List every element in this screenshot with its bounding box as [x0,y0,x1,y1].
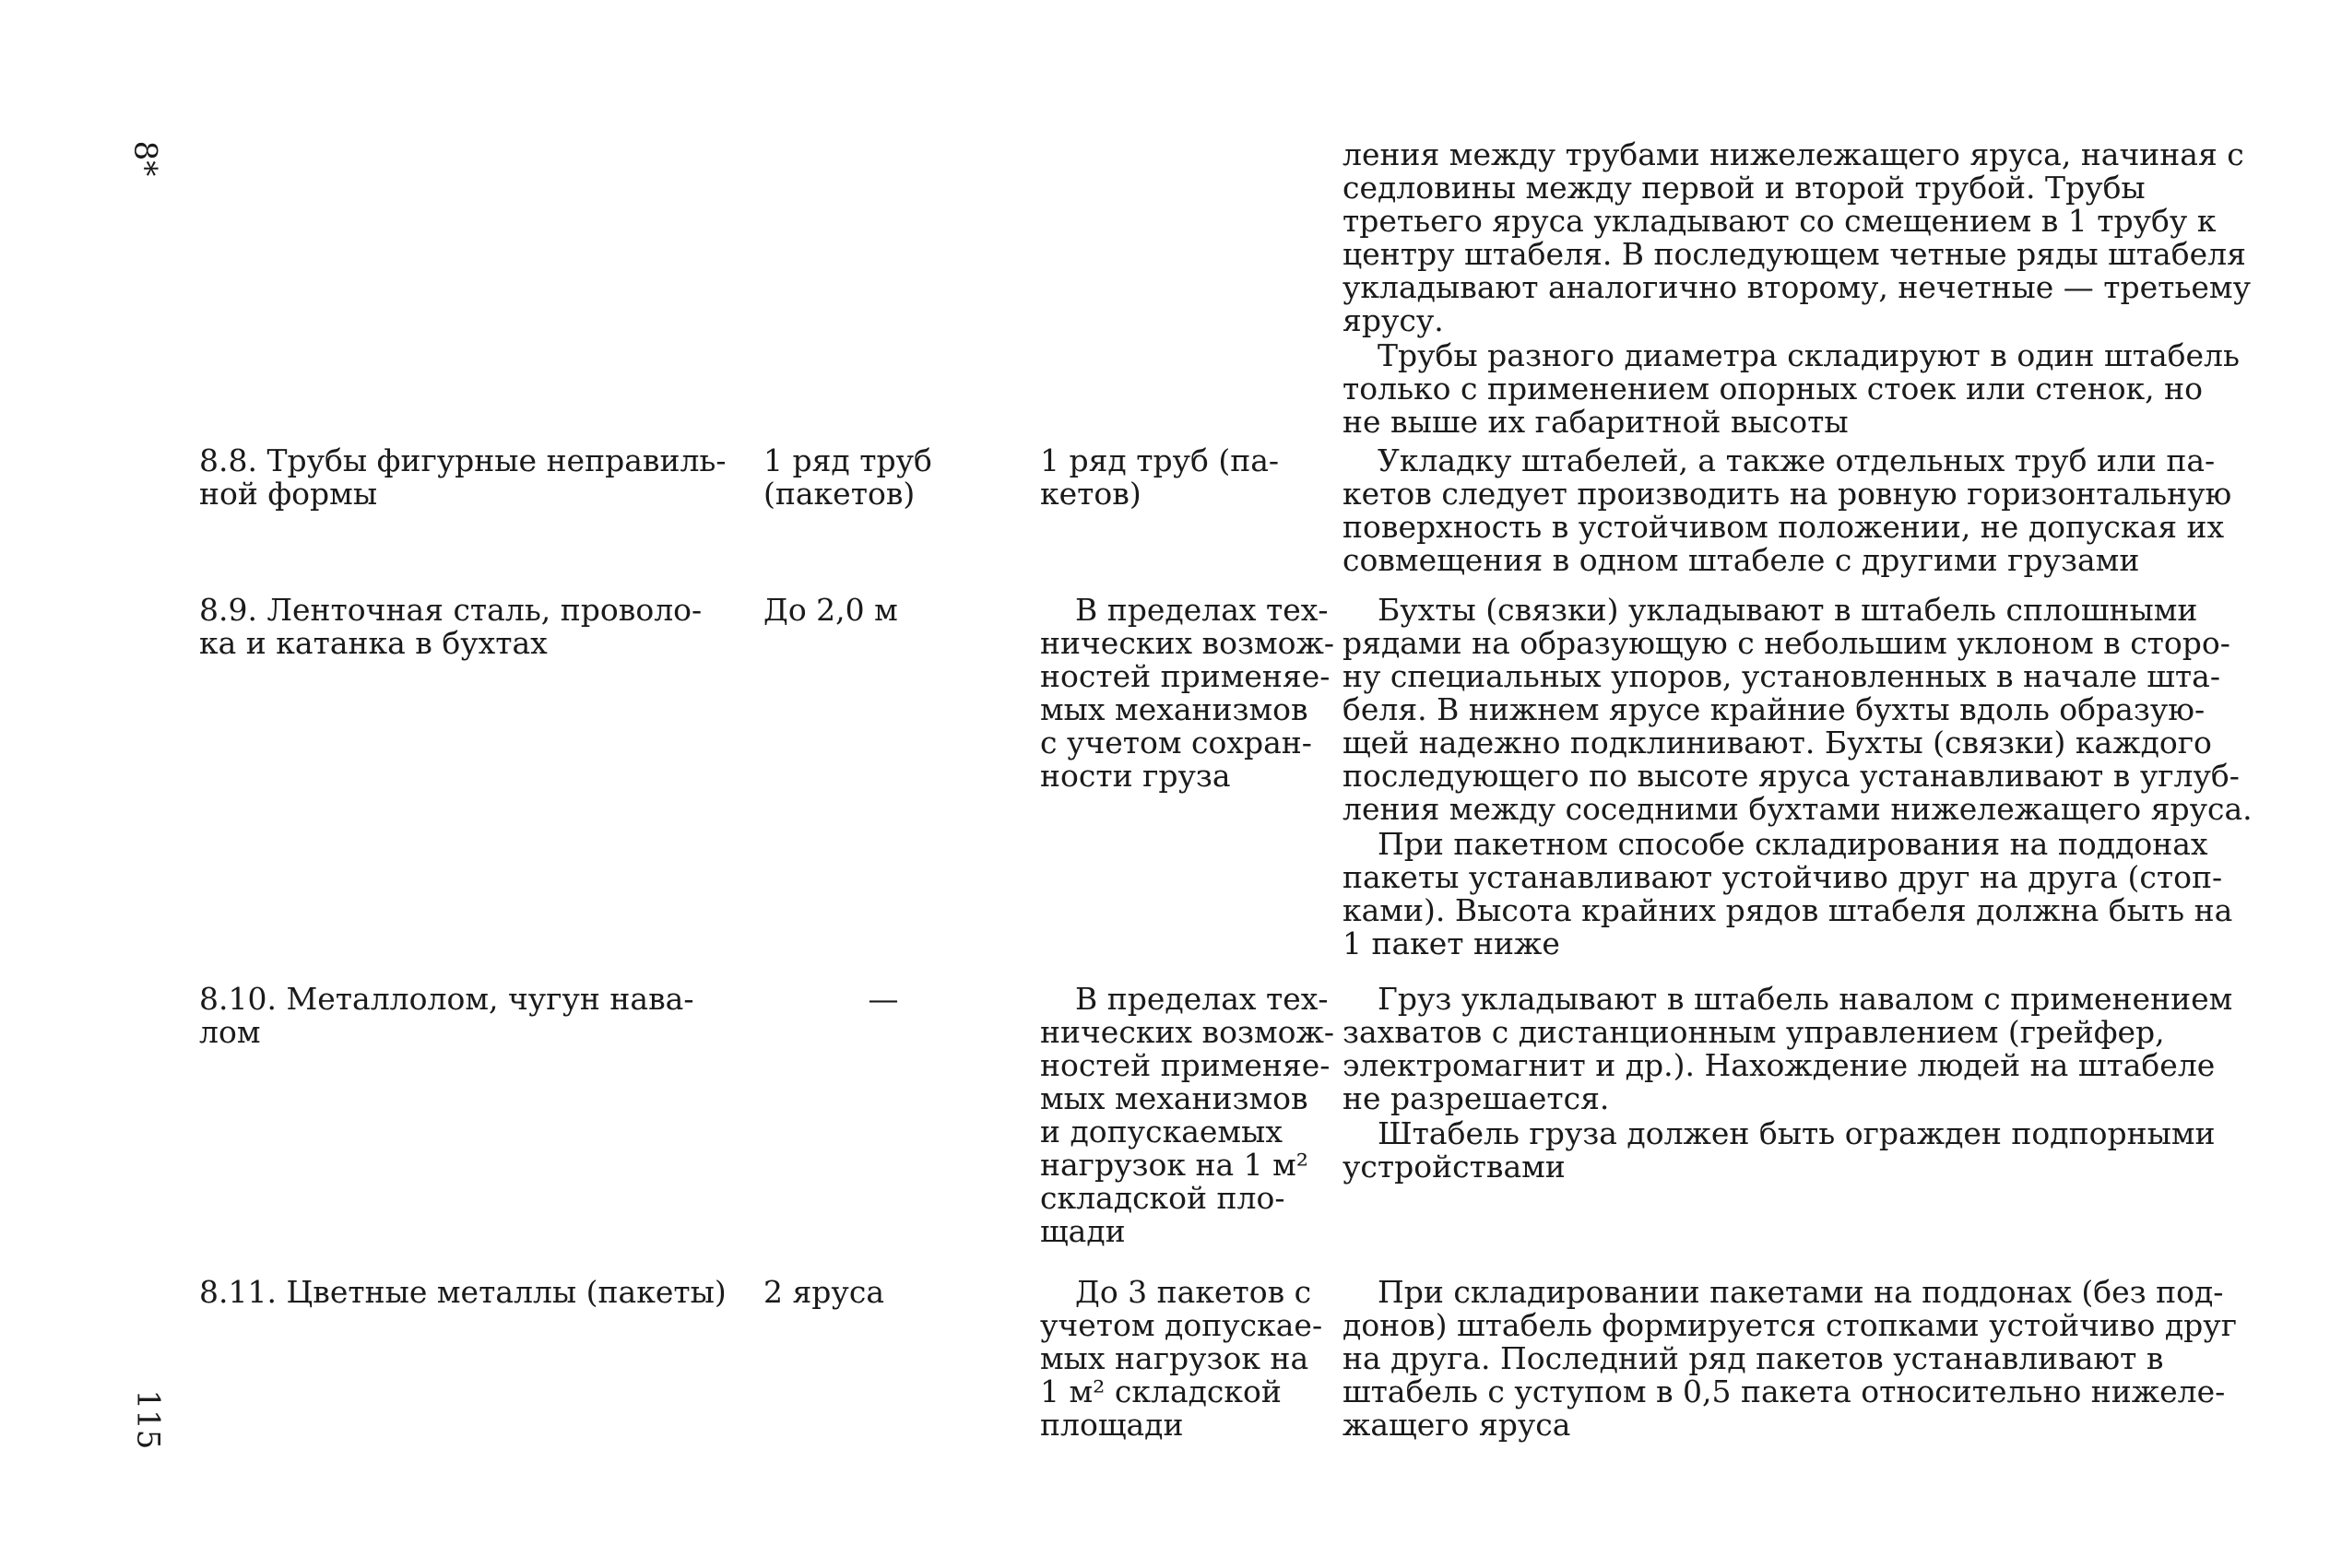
text-line: мых механизмов [1040,1080,1308,1116]
text-line: нических возмож- [1040,1014,1335,1050]
row-8-9-rules-2 [1342,828,2239,961]
text-line: и допускаемых [1040,1114,1283,1149]
sheet-mark: 8* [126,140,164,177]
text-line: не выше их габаритной высоты [1342,404,1849,440]
text-line: 8.10. Металлолом, чугун нава- [199,981,694,1017]
text-line: 8.11. Цветные металлы (пакеты) [199,1274,727,1310]
text-line: поверхность в устойчивом положении, не допуская их [1342,509,2225,545]
text-line: донов) штабель формируется стопками устойчиво друг [1342,1307,2237,1343]
text-line: кетов следует производить на ровную горизонтальную [1342,476,2232,512]
row-8-9-item [199,594,743,660]
text-line: В пределах тех- [1075,981,1329,1017]
text-line: ярусу. [1342,302,1444,338]
text-line: Штабель груза должен быть огражден подпорными [1378,1115,2216,1151]
text-line: штабель с уступом в 0,5 пакета относительно нижеле- [1342,1373,2226,1409]
text-line: ками). Высота крайних рядов штабеля должна быть на [1342,892,2233,928]
text-line: пакеты устанавливают устойчиво друг на друга (стоп- [1342,859,2223,895]
text-line: щади [1040,1213,1126,1249]
text-line: ности груза [1040,758,1231,794]
text-line: только с применением опорных стоек или стенок, но [1342,371,2204,407]
text-line: с учетом сохран- [1040,725,1312,760]
row-8-11-item [199,1276,743,1309]
dash: — [868,981,899,1017]
continuation-paragraph-2 [1342,339,2239,439]
text-line: При складировании пакетами на поддонах (без под- [1378,1274,2224,1310]
text-line: При пакетном способе складирования на поддонах [1378,826,2208,862]
text-line: До 2,0 м [763,592,898,628]
text-line: Бухты (связки) укладывают в штабель сплошными [1378,592,2198,628]
row-8-8-rules [1342,444,2239,577]
text-line: третьего яруса укладывают со смещением в 1 трубу к [1342,203,2217,239]
text-line: Трубы разного диаметра складируют в один штабель [1378,337,2240,373]
text-line: седловины между первой и второй трубой. Трубы [1342,170,2146,206]
row-8-9-height-limit [763,594,1031,627]
row-8-10-height-limit [763,983,1003,1016]
text-line: электромагнит и др.). Нахождение людей на штабеле [1342,1047,2216,1083]
text-line: ной формы [199,476,378,512]
text-line: 1 ряд труб [763,442,932,478]
row-8-11-height-limit [763,1276,1031,1309]
continuation-paragraph [1342,136,2252,338]
text-line: лом [199,1014,261,1050]
text-line: В пределах тех- [1075,592,1329,628]
text-line: складской пло- [1040,1180,1285,1216]
text-line: ностей применяе- [1040,1047,1331,1083]
text-line: беля. В нижнем ярусе крайние бухты вдоль образую- [1342,691,2206,727]
text-line: нагрузок на 1 м² [1040,1147,1309,1183]
text-line: кетов) [1040,476,1141,512]
page-number: 115 [129,1389,167,1450]
row-8-10-stack-limit [1040,981,1335,1249]
row-8-10-item [199,983,743,1049]
text-line: 1 м² складской [1040,1373,1282,1409]
text-line: 8.8. Трубы фигурные неправиль- [199,442,727,478]
text-line: укладывают аналогично второму, нечетные — третьему [1342,269,2252,305]
text-line: Укладку штабелей, а также отдельных труб или па- [1378,442,2216,478]
text-line: учетом допускае- [1040,1307,1323,1343]
text-line: захватов с дистанционным управлением (грейфер, [1342,1014,2165,1050]
row-8-10-rules-2 [1342,1117,2239,1184]
text-line: ну специальных упоров, установленных в начале шта- [1342,658,2221,694]
row-8-10-rules [1342,983,2239,1115]
row-8-8-item [199,444,743,511]
text-line: не разрешается. [1342,1080,1610,1116]
text-line: До 3 пакетов с [1075,1274,1312,1310]
text-line: Груз укладывают в штабель навалом с применением [1378,981,2233,1017]
text-line: площади [1040,1407,1184,1443]
text-line: ления между трубами нижележащего яруса, начиная с [1342,136,2244,172]
text-line: нических возмож- [1040,625,1335,661]
row-8-9-rules [1342,592,2253,827]
text-line: 1 пакет ниже [1342,925,1560,961]
text-line: ка и катанка в бухтах [199,625,548,661]
row-8-8-stack-limit [1040,444,1328,511]
text-line: центру штабеля. В последующем четные ряды штабеля [1342,236,2246,272]
text-line: рядами на образующую с небольшим уклоном в сторо- [1342,625,2230,661]
text-line: 8.9. Ленточная сталь, проволо- [199,592,703,628]
row-8-11-rules [1342,1276,2239,1442]
row-8-9-stack-limit [1040,592,1335,794]
text-line: мых механизмов [1040,691,1308,727]
text-line: жащего яруса [1342,1407,1571,1443]
text-line: ностей применяе- [1040,658,1331,694]
text-line: щей надежно подклинивают. Бухты (связки) каждого [1342,725,2212,760]
text-line: последующего по высоте яруса устанавливают в углуб- [1342,758,2240,794]
text-line: ления между соседними бухтами нижележащего яруса. [1342,791,2253,827]
text-line: на друга. Последний ряд пакетов устанавливают в [1342,1340,2164,1376]
text-line: 2 яруса [763,1274,885,1310]
text-line: устройствами [1342,1149,1566,1185]
text-line: (пакетов) [763,476,916,512]
row-8-8-height-limit [763,444,1031,511]
text-line: мых нагрузок на [1040,1340,1309,1376]
row-8-11-stack-limit [1040,1276,1328,1442]
text-line: совмещения в одном штабеле с другими грузами [1342,542,2140,578]
text-line: 1 ряд труб (па- [1040,442,1280,478]
